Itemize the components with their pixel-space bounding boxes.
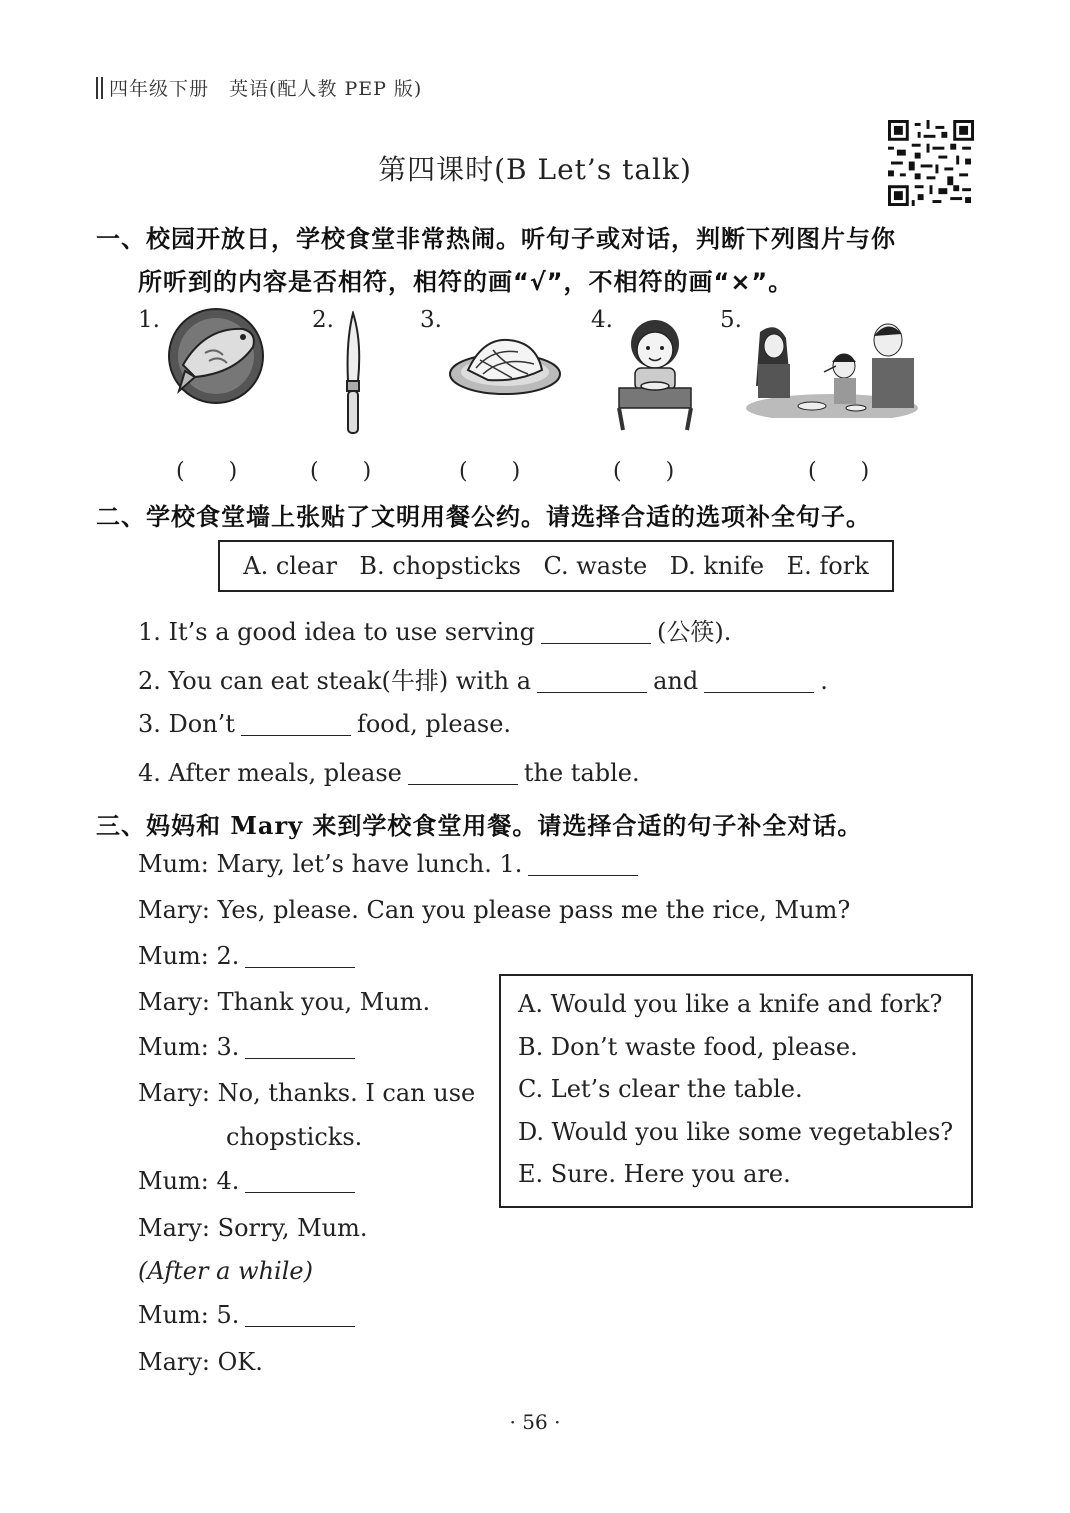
heading-text: 三、妈妈和 [96,812,231,840]
sentence-option-e: E. Sure. Here you are. [518,1160,791,1188]
q-text: 1. It’s a good idea to use serving [138,618,535,646]
answer-blank[interactable] [541,619,651,644]
question-2-2 [138,661,828,696]
q-text: and [653,667,699,695]
dialogue-text: Mum: 4. [138,1167,240,1195]
q-text: food, please. [356,710,512,738]
dialogue-line [138,1033,361,1061]
q-text: 4. After meals, please [138,759,402,787]
lesson-title: 第四课时(B Let’s talk) [378,153,692,186]
answer-parentheses[interactable]: ( ) [176,459,238,484]
q-text: (公筷). [656,618,732,646]
sentence-options-box [499,974,973,1208]
dialogue-text: Mum: Mary, let’s have lunch. 1. [138,850,523,878]
knife-icon [340,311,366,437]
option-b: B. chopsticks [359,552,521,580]
answer-blank[interactable] [408,760,518,785]
option-e: E. fork [786,552,869,580]
answer-blank[interactable] [528,851,638,876]
sentence-option-d: D. Would you like some vegetables? [518,1117,954,1146]
stage-direction: (After a while) [138,1257,313,1285]
dialogue-line: Mary: No, thanks. I can use [138,1079,476,1107]
q-text: the table. [523,759,640,787]
answer-parentheses[interactable]: ( ) [310,459,372,484]
noodles-plate-icon [448,330,562,396]
answer-parentheses[interactable]: ( ) [459,459,521,484]
q-text: . [820,667,828,695]
heading-name: Mary [230,811,304,840]
option-d: D. knife [669,552,765,580]
dialogue-line [138,850,644,878]
fish-plate-icon [165,307,267,405]
answer-blank[interactable] [245,1168,355,1193]
header-text: 四年级下册 英语(配人教 PEP 版) [109,78,423,100]
answer-blank[interactable] [241,711,351,736]
dialogue-line: Mary: Sorry, Mum. [138,1214,368,1242]
q-text: 2. You can eat steak(牛排) with a [138,667,532,695]
dialogue-line [138,1167,361,1195]
sentence-option-c: C. Let’s clear the table. [518,1075,803,1103]
question-2-1 [138,612,731,647]
dialogue-text: Mum: 3. [138,1033,240,1061]
item-number: 4. [591,307,613,333]
answer-blank[interactable] [704,668,814,693]
q-text: 3. Don’t [138,710,235,738]
girl-eating-icon [617,318,693,434]
dialogue-line: Mary: Yes, please. Can you please pass me the rice, Mum? [138,896,851,924]
dialogue-line: chopsticks. [226,1123,363,1151]
question-2-3 [138,710,511,738]
page-number: · 56 · [509,1410,561,1434]
dialogue-line [138,1301,361,1329]
dialogue-text: Mum: 2. [138,942,240,970]
section-3-heading [96,806,862,841]
item-number: 3. [420,307,442,333]
section-1-heading: 一、校园开放日，学校食堂非常热闹。听句子或对话，判断下列图片与你 [96,225,896,253]
book-header [96,74,422,101]
word-options-box [218,540,894,592]
qr-code-icon[interactable] [888,120,974,206]
answer-blank[interactable] [245,1302,355,1327]
item-number: 2. [312,307,334,333]
answer-parentheses[interactable]: ( ) [613,459,675,484]
dialogue-line: Mary: Thank you, Mum. [138,988,431,1016]
item-number: 1. [138,307,160,333]
dialogue-text: Mum: 5. [138,1301,240,1329]
option-a: A. clear [243,552,337,580]
option-c: C. waste [543,552,648,580]
question-2-4 [138,759,640,787]
section-1-heading-cont: 所听到的内容是否相符，相符的画“√”，不相符的画“×”。 [138,268,794,296]
header-bar [96,77,103,99]
answer-parentheses[interactable]: ( ) [808,459,870,484]
answer-blank[interactable] [245,1034,355,1059]
dialogue-line: Mary: OK. [138,1348,263,1376]
dialogue-line [138,942,361,970]
family-dinner-icon [746,322,918,418]
heading-text: 来到学校食堂用餐。请选择合适的句子补全对话。 [303,812,863,840]
item-number: 5. [720,307,742,333]
sentence-option-a: A. Would you like a knife and fork? [518,990,943,1018]
answer-blank[interactable] [245,943,355,968]
sentence-option-b: B. Don’t waste food, please. [518,1032,858,1061]
answer-blank[interactable] [537,668,647,693]
section-2-heading: 二、学校食堂墙上张贴了文明用餐公约。请选择合适的选项补全句子。 [96,503,871,531]
